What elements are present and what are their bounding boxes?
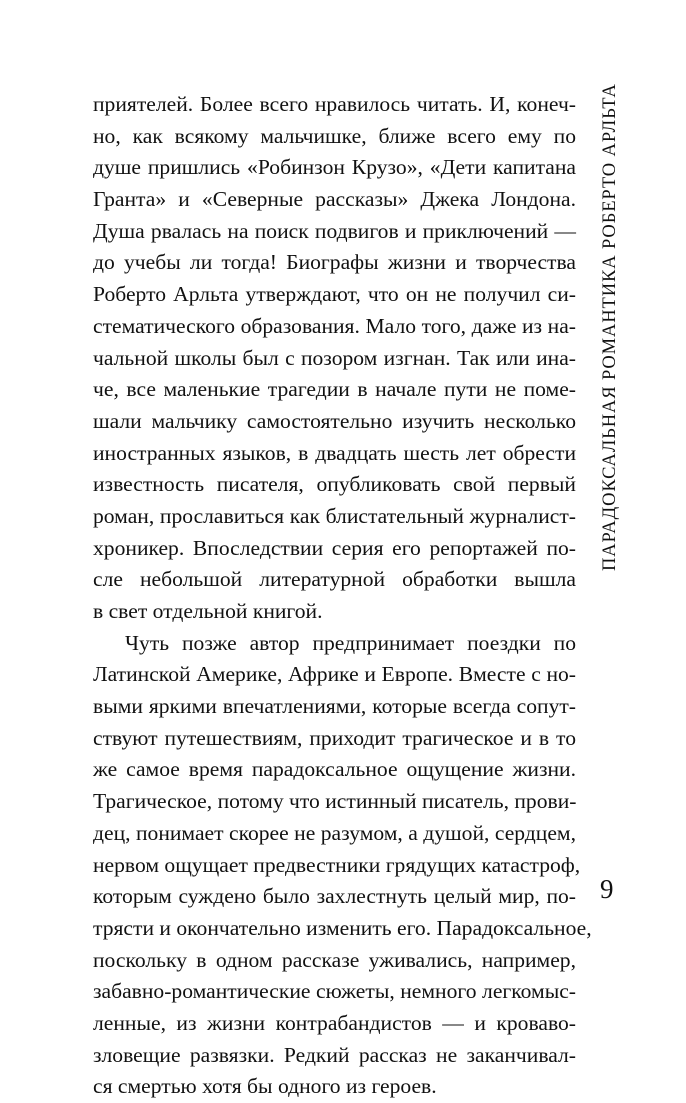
- text-line: стематического образования. Мало того, даже из на-: [93, 313, 576, 338]
- text-line: но, как всякому мальчишке, ближе всего ему по: [93, 123, 576, 148]
- text-line: сле небольшой литературной обработки вышла: [93, 567, 576, 592]
- text-line: поскольку в одном рассказе уживались, например,: [93, 947, 576, 972]
- text-line: до учебы ли тогда! Биографы жизни и творчества: [93, 250, 576, 275]
- text-line: Душа рвалась на поиск подвигов и приключений —: [93, 218, 576, 243]
- text-line: ся смертью хотя бы одного из героев.: [93, 1074, 437, 1099]
- text-line: ствуют путешествиям, приходит трагическое и в то: [93, 725, 576, 750]
- text-line: же самое время парадоксальное ощущение жизни.: [93, 757, 576, 782]
- text-line: шали мальчику самостоятельно изучить несколько: [93, 408, 576, 433]
- text-line: душе пришлись «Робинзон Крузо», «Дети капитана: [93, 155, 576, 180]
- text-line: трясти и окончательно изменить его. Парадоксальное,: [93, 915, 592, 940]
- body-text: [93, 89, 592, 1103]
- page-number: 9: [600, 874, 614, 904]
- paragraph-1: [93, 89, 576, 628]
- text-line: хроникер. Впоследствии серия его репортажей по-: [93, 535, 576, 560]
- text-line: выми яркими впечатлениями, которые всегда сопут-: [93, 694, 576, 719]
- text-line: ленные, из жизни контрабандистов — и кроваво-: [93, 1010, 576, 1035]
- paragraph-2: [93, 628, 592, 1103]
- text-line: нервом ощущает предвестники грядущих катастроф,: [93, 852, 581, 877]
- text-line: Латинской Америке, Африке и Европе. Вместе с но-: [93, 662, 576, 687]
- text-line: известность писателя, опубликовать свой первый: [93, 472, 576, 497]
- text-line: Трагическое, потому что истинный писатель, прови-: [93, 789, 577, 814]
- text-line: чальной школы был с позором изгнан. Так или ина-: [93, 345, 576, 370]
- text-line: приятелей. Более всего нравилось читать. И, конеч-: [93, 92, 576, 116]
- text-line: зловещие развязки. Редкий рассказ не заканчивал-: [93, 1042, 576, 1067]
- text-line: дец, понимает скорее не разумом, а душой, сердцем,: [93, 820, 576, 845]
- text-line: забавно-романтические сюжеты, немного легкомыс-: [93, 979, 576, 1004]
- text-line: че, все маленькие трагедии в начале пути не поме-: [93, 377, 576, 402]
- running-head: ПАРАДОКСАЛЬНАЯ РОМАНТИКА РОБЕРТО АРЛЬТА: [600, 83, 620, 571]
- text-line: роман, прославиться как блистательный журналист-: [93, 503, 576, 528]
- text-line: в свет отдельной книгой.: [93, 599, 323, 623]
- text-line: Чуть позже автор предпринимает поездки по: [125, 630, 576, 655]
- text-line: которым суждено было захлестнуть целый мир, по-: [93, 884, 576, 909]
- text-line: иностранных языков, в двадцать шесть лет обрести: [93, 440, 576, 465]
- text-line: Роберто Арльта утверждают, что он не получил си-: [93, 282, 576, 307]
- text-line: Гранта» и «Северные рассказы» Джека Лондона.: [93, 187, 576, 212]
